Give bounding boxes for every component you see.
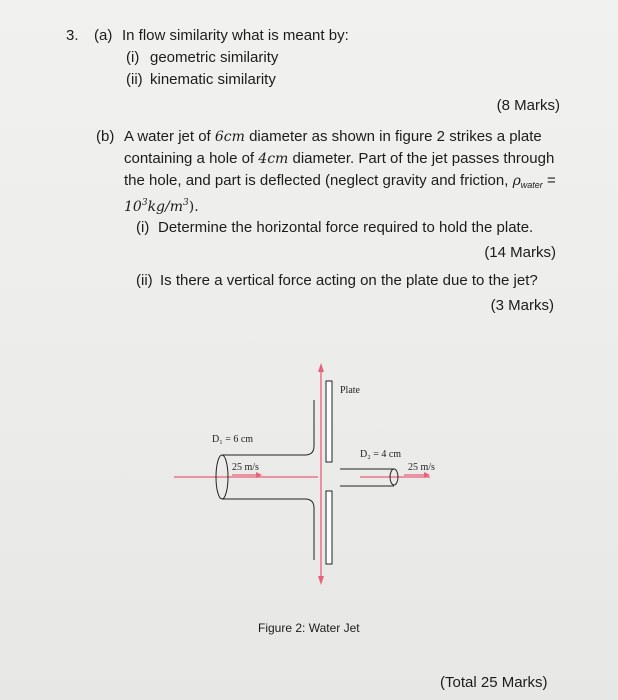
- density-close: ).: [188, 199, 199, 215]
- v1-label: 25 m/s: [232, 462, 259, 473]
- rho-subscript: water: [520, 180, 543, 190]
- plate-lower: [326, 491, 332, 564]
- jet-upper-boundary: [222, 400, 314, 455]
- v2-label: 25 m/s: [408, 462, 435, 473]
- d1-label: D₁ = 6 cm: [212, 434, 254, 445]
- sub-i-text: Determine the horizontal force required to hold the plate.: [158, 219, 534, 236]
- part-b-label: (b): [96, 128, 115, 145]
- sub-ii-label: (ii): [136, 272, 153, 289]
- part-a-item-2-label: (ii): [126, 71, 143, 88]
- part-b-line-2-pre: containing a hole of: [124, 150, 259, 167]
- part-b-line-2-post: diameter. Part of the jet passes through: [288, 150, 555, 167]
- part-a-item-1-label: (i): [126, 49, 140, 66]
- part-a-marks: (8 Marks): [496, 97, 560, 114]
- density-unit: kg/m: [147, 199, 183, 215]
- part-a-label: (a): [94, 27, 113, 44]
- part-b-line-1-post: diameter as shown in figure 2 strikes a plate: [244, 128, 542, 145]
- plate-label: Plate: [340, 385, 360, 396]
- total-marks: (Total 25 Marks): [440, 674, 548, 691]
- equals-sign: =: [546, 172, 556, 189]
- d2-label: D₂ = 4 cm: [360, 449, 402, 460]
- sub-ii-marks: (3 Marks): [490, 297, 554, 314]
- vertical-arrow-down: [318, 576, 324, 585]
- density-exponent: 3: [141, 198, 148, 208]
- jet-diameter: 6cm: [214, 129, 245, 145]
- figure-caption: Figure 2: Water Jet: [258, 621, 360, 635]
- part-b-line-3-text: the hole, and part is deflected (neglect gravity and friction,: [124, 172, 509, 189]
- hole-diameter: 4cm: [258, 151, 289, 167]
- plate-upper: [326, 381, 332, 462]
- jet-lower-boundary: [222, 499, 314, 560]
- part-b-line-1-pre: A water jet of: [124, 128, 215, 145]
- vertical-arrow-up: [318, 363, 324, 372]
- question-number: 3.: [66, 27, 79, 44]
- rho-symbol: ρ: [512, 173, 521, 189]
- density-unit-exponent: 3: [183, 198, 189, 208]
- part-a-prompt: In flow similarity what is meant by:: [122, 27, 349, 44]
- part-a-item-1-text: geometric similarity: [150, 49, 279, 66]
- sub-i-label: (i): [136, 219, 150, 236]
- density-base: 10: [124, 199, 142, 215]
- sub-i-marks: (14 Marks): [484, 244, 556, 261]
- sub-ii-text: Is there a vertical force acting on the plate due to the jet?: [160, 272, 538, 289]
- part-a-item-2-text: kinematic similarity: [150, 71, 276, 88]
